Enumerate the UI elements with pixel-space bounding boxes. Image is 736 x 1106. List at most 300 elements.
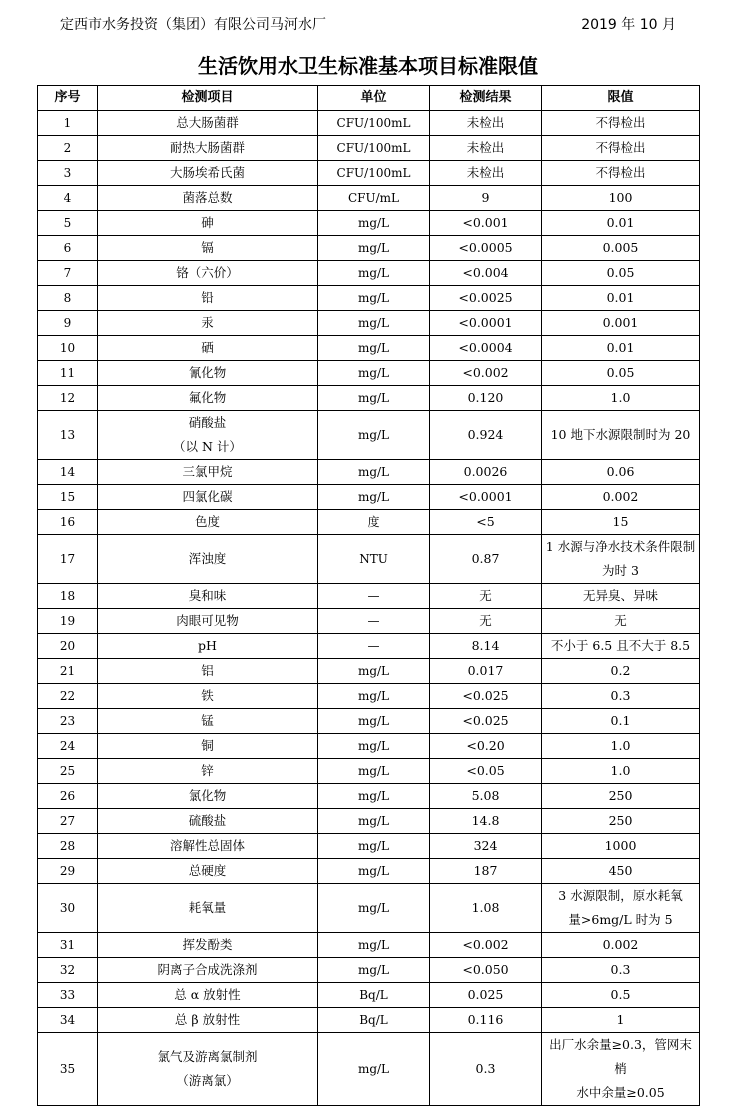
cell-unit-text: mg/L: [357, 316, 390, 330]
cell-limit: [542, 884, 700, 933]
cell-item-text: 耐热大肠菌群: [169, 140, 245, 155]
cell-result-text: <0.004: [462, 265, 509, 280]
cell-no-text: 14: [59, 465, 76, 479]
cell-no: [38, 809, 98, 834]
cell-item: [98, 236, 318, 261]
cell-limit: [542, 684, 700, 709]
cell-no: [38, 261, 98, 286]
cell-unit-text: —: [367, 614, 380, 628]
cell-limit-text: 0.05: [606, 365, 635, 380]
cell-limit-text: 0.01: [606, 340, 635, 355]
cell-limit-text: 0.002: [602, 489, 639, 504]
cell-limit-text: 0.5: [610, 987, 631, 1002]
cell-unit: [318, 361, 430, 386]
table-row: [38, 236, 700, 261]
cell-limit-text: 不得检出: [595, 115, 646, 130]
cell-result: [430, 859, 542, 884]
cell-limit-text: 0.002: [602, 937, 639, 952]
cell-unit: [318, 211, 430, 236]
cell-limit-text: 250: [608, 813, 633, 828]
table-row: [38, 933, 700, 958]
cell-result: [430, 734, 542, 759]
cell-limit-text: 250: [608, 788, 633, 803]
cell-result: [430, 211, 542, 236]
cell-unit: [318, 161, 430, 186]
cell-item: [98, 211, 318, 236]
cell-limit: [542, 261, 700, 286]
cell-result: [430, 361, 542, 386]
cell-unit-text: mg/L: [357, 789, 390, 803]
cell-result-text: <0.025: [462, 713, 509, 728]
cell-result-text: 324: [473, 838, 498, 853]
cell-unit: [318, 111, 430, 136]
cell-limit: [542, 411, 700, 460]
cell-item-text: 汞: [201, 315, 214, 330]
cell-unit: [318, 411, 430, 460]
cell-result: [430, 634, 542, 659]
cell-no: [38, 535, 98, 584]
col-header-limit: 限值: [542, 86, 700, 111]
cell-limit-text: 0.1: [610, 713, 631, 728]
cell-unit: [318, 236, 430, 261]
cell-limit: [542, 709, 700, 734]
cell-limit: [542, 361, 700, 386]
table-row: [38, 809, 700, 834]
cell-no: [38, 709, 98, 734]
cell-result: [430, 286, 542, 311]
cell-unit: [318, 336, 430, 361]
cell-result: [430, 111, 542, 136]
cell-result: [430, 261, 542, 286]
cell-result-text: 0.017: [467, 663, 504, 678]
cell-item-text: 总 β 放射性: [174, 1012, 241, 1027]
cell-unit-text: mg/L: [357, 266, 390, 280]
cell-limit-text: 1.0: [610, 390, 631, 405]
cell-limit: [542, 211, 700, 236]
table-body: [38, 111, 700, 1106]
standards-table: [37, 85, 700, 1106]
cell-result: [430, 784, 542, 809]
cell-limit: [542, 834, 700, 859]
cell-item-text: 臭和味: [188, 588, 227, 603]
cell-result: [430, 609, 542, 634]
table-row: [38, 1033, 700, 1106]
cell-no-text: 18: [59, 589, 76, 603]
cell-limit: [542, 958, 700, 983]
cell-no-text: 15: [59, 490, 76, 504]
table-row: [38, 859, 700, 884]
cell-limit: [542, 609, 700, 634]
table-row: [38, 734, 700, 759]
cell-no: [38, 336, 98, 361]
cell-item-text: 挥发酚类: [182, 937, 233, 952]
cell-item: [98, 933, 318, 958]
cell-limit-text: 1: [616, 1012, 625, 1027]
cell-no: [38, 684, 98, 709]
cell-result: [430, 983, 542, 1008]
cell-no: [38, 659, 98, 684]
cell-item: [98, 111, 318, 136]
cell-unit: [318, 1033, 430, 1106]
cell-item: [98, 983, 318, 1008]
cell-no-text: 27: [59, 814, 76, 828]
cell-item-text: 氟化物: [188, 390, 227, 405]
cell-result: [430, 884, 542, 933]
cell-no-text: 3: [63, 166, 72, 180]
cell-limit-text: 15: [612, 514, 629, 529]
cell-item: [98, 261, 318, 286]
table-row: [38, 510, 700, 535]
table-row: [38, 609, 700, 634]
col-header-result: 检测结果: [430, 86, 542, 111]
cell-no-text: 21: [59, 664, 76, 678]
table-row: [38, 584, 700, 609]
cell-unit: [318, 584, 430, 609]
cell-unit: [318, 386, 430, 411]
cell-result-text: 无: [479, 588, 492, 603]
table-row: [38, 136, 700, 161]
table-row: [38, 634, 700, 659]
table-row: [38, 261, 700, 286]
cell-result-text: 0.3: [475, 1061, 496, 1076]
cell-limit: [542, 584, 700, 609]
cell-result-text: <0.001: [462, 215, 509, 230]
cell-item-text: 菌落总数: [182, 190, 233, 205]
cell-limit: [542, 286, 700, 311]
cell-unit-text: mg/L: [357, 901, 390, 915]
cell-unit-text: Bq/L: [359, 1013, 388, 1027]
cell-no-text: 23: [59, 714, 76, 728]
cell-limit: [542, 336, 700, 361]
cell-result-text: 187: [473, 863, 498, 878]
cell-no: [38, 1008, 98, 1033]
cell-result-text: 0.0026: [463, 464, 508, 479]
cell-no: [38, 759, 98, 784]
col-header-no: 序号: [38, 86, 98, 111]
cell-no-text: 34: [59, 1013, 76, 1027]
cell-unit: [318, 460, 430, 485]
cell-result-text: <0.002: [462, 937, 509, 952]
cell-limit: [542, 311, 700, 336]
cell-result: [430, 809, 542, 834]
cell-unit: [318, 510, 430, 535]
cell-limit: [542, 933, 700, 958]
cell-unit: [318, 809, 430, 834]
cell-limit: [542, 161, 700, 186]
cell-item: [98, 609, 318, 634]
cell-no-text: 13: [59, 428, 76, 442]
cell-limit: [542, 510, 700, 535]
cell-no-text: 19: [59, 614, 76, 628]
cell-unit-text: CFU/100mL: [336, 116, 411, 130]
cell-result-text: <0.0001: [458, 315, 513, 330]
cell-limit-text: 0.01: [606, 290, 635, 305]
cell-unit-text: mg/L: [357, 291, 390, 305]
cell-item-text: 铁: [201, 688, 214, 703]
cell-no: [38, 411, 98, 460]
cell-no-text: 2: [63, 141, 72, 155]
cell-unit-text: mg/L: [357, 428, 390, 442]
table-row: [38, 361, 700, 386]
cell-no: [38, 211, 98, 236]
cell-limit-text: 100: [608, 190, 633, 205]
cell-item: [98, 809, 318, 834]
table-row: [38, 983, 700, 1008]
cell-no-text: 8: [63, 291, 72, 305]
cell-no-text: 22: [59, 689, 76, 703]
cell-item-text: 氯气及游离氯制剂: [157, 1049, 258, 1064]
cell-item-text: 铬（六价）: [176, 265, 239, 280]
cell-no-text: 5: [63, 216, 72, 230]
cell-limit: [542, 759, 700, 784]
cell-no-text: 31: [59, 938, 76, 952]
cell-no-text: 35: [59, 1062, 76, 1076]
cell-limit-text: 不小于 6.5 且不大于 8.5: [550, 638, 691, 653]
cell-item-text: 锌: [201, 763, 214, 778]
cell-item-text: 四氯化碳: [182, 489, 233, 504]
cell-no: [38, 286, 98, 311]
cell-item-text: 硒: [201, 340, 214, 355]
cell-no-text: 32: [59, 963, 76, 977]
cell-item: [98, 759, 318, 784]
cell-limit-text: 10 地下水源限制时为 20: [550, 427, 691, 442]
cell-limit: [542, 809, 700, 834]
cell-result: [430, 236, 542, 261]
table-row: [38, 311, 700, 336]
cell-unit: [318, 884, 430, 933]
table-row: [38, 386, 700, 411]
cell-unit-text: mg/L: [357, 938, 390, 952]
cell-result: [430, 460, 542, 485]
cell-unit-text: Bq/L: [359, 988, 388, 1002]
cell-result-text: 未检出: [466, 165, 505, 180]
cell-item: [98, 884, 318, 933]
cell-limit: [542, 784, 700, 809]
cell-unit: [318, 933, 430, 958]
cell-result: [430, 535, 542, 584]
table-row: [38, 161, 700, 186]
cell-result-text: 1.08: [471, 900, 500, 915]
cell-unit-text: NTU: [359, 552, 388, 566]
cell-no-text: 11: [59, 366, 76, 380]
cell-result: [430, 161, 542, 186]
cell-item: [98, 958, 318, 983]
cell-item: [98, 1033, 318, 1106]
col-header-item: 检测项目: [98, 86, 318, 111]
cell-unit-text: mg/L: [357, 764, 390, 778]
cell-no: [38, 784, 98, 809]
cell-limit-text: 0.001: [602, 315, 639, 330]
cell-unit: [318, 311, 430, 336]
cell-result: [430, 336, 542, 361]
cell-item-text-line2: （以 N 计）: [173, 439, 242, 454]
cell-no: [38, 361, 98, 386]
cell-item: [98, 186, 318, 211]
cell-unit-text: —: [367, 589, 380, 603]
cell-item-text: 氯化物: [188, 788, 227, 803]
cell-item-text: 铅: [201, 290, 214, 305]
cell-limit: [542, 1008, 700, 1033]
cell-no-text: 10: [59, 341, 76, 355]
cell-item: [98, 161, 318, 186]
cell-unit: [318, 958, 430, 983]
cell-limit-text: 1000: [604, 838, 637, 853]
cell-limit-text: 1.0: [610, 763, 631, 778]
cell-unit: [318, 136, 430, 161]
cell-limit-text: 0.06: [606, 464, 635, 479]
cell-unit-text: —: [367, 639, 380, 653]
cell-no-text: 29: [59, 864, 76, 878]
cell-item: [98, 684, 318, 709]
table-row: [38, 211, 700, 236]
cell-unit: [318, 1008, 430, 1033]
cell-no: [38, 111, 98, 136]
cell-item-text: 砷: [201, 215, 214, 230]
cell-no-text: 25: [59, 764, 76, 778]
cell-no: [38, 958, 98, 983]
cell-result: [430, 958, 542, 983]
cell-limit-text: 出厂水余量≥0.3，管网末梢: [549, 1037, 692, 1076]
cell-item-text: 铜: [201, 738, 214, 753]
cell-unit: [318, 485, 430, 510]
cell-item: [98, 361, 318, 386]
table-row: [38, 684, 700, 709]
table-row: [38, 659, 700, 684]
cell-no: [38, 884, 98, 933]
cell-result-text: <0.025: [462, 688, 509, 703]
cell-limit-text: 无: [614, 613, 627, 628]
cell-result-text: 0.924: [467, 427, 504, 442]
cell-unit-text: CFU/100mL: [336, 141, 411, 155]
cell-unit: [318, 784, 430, 809]
cell-unit-text: mg/L: [357, 839, 390, 853]
cell-result: [430, 136, 542, 161]
cell-item-text: 硝酸盐: [188, 415, 227, 430]
cell-no-text: 6: [63, 241, 72, 255]
cell-result: [430, 186, 542, 211]
cell-limit: [542, 460, 700, 485]
table-row: [38, 460, 700, 485]
cell-item: [98, 834, 318, 859]
cell-item: [98, 535, 318, 584]
cell-limit: [542, 386, 700, 411]
cell-item: [98, 784, 318, 809]
cell-item: [98, 1008, 318, 1033]
cell-item-text: 锰: [201, 713, 214, 728]
cell-item-text: 三氯甲烷: [182, 464, 233, 479]
cell-limit-text-line2: 为时 3: [602, 563, 639, 578]
cell-item: [98, 411, 318, 460]
table-header-row: [38, 86, 700, 111]
cell-limit: [542, 734, 700, 759]
cell-result: [430, 386, 542, 411]
table-row: [38, 884, 700, 933]
cell-result: [430, 510, 542, 535]
table-row: [38, 485, 700, 510]
cell-no: [38, 933, 98, 958]
cell-unit-text: mg/L: [357, 241, 390, 255]
cell-result: [430, 584, 542, 609]
cell-result: [430, 1033, 542, 1106]
cell-no-text: 1: [63, 116, 72, 130]
cell-item: [98, 485, 318, 510]
cell-unit-text: mg/L: [357, 714, 390, 728]
cell-limit-text: 1.0: [610, 738, 631, 753]
table-row: [38, 759, 700, 784]
cell-no: [38, 609, 98, 634]
cell-item: [98, 311, 318, 336]
table-row: [38, 186, 700, 211]
cell-limit-text: 450: [608, 863, 633, 878]
cell-item-text: pH: [198, 638, 217, 653]
cell-item: [98, 584, 318, 609]
cell-unit: [318, 634, 430, 659]
cell-item: [98, 659, 318, 684]
cell-no: [38, 1033, 98, 1106]
cell-result: [430, 709, 542, 734]
cell-no: [38, 510, 98, 535]
cell-unit: [318, 609, 430, 634]
cell-result-text: <0.0004: [458, 340, 513, 355]
cell-result-text: <5: [476, 514, 495, 529]
cell-unit-text: mg/L: [357, 664, 390, 678]
cell-item-text: 肉眼可见物: [176, 613, 239, 628]
cell-unit-text: mg/L: [357, 465, 390, 479]
cell-item: [98, 859, 318, 884]
cell-result-text: 0.87: [471, 551, 500, 566]
cell-limit-text: 3 水源限制，原水耗氧: [558, 888, 683, 903]
cell-unit-text: mg/L: [357, 864, 390, 878]
cell-item-text: 硫酸盐: [188, 813, 227, 828]
cell-unit: [318, 859, 430, 884]
table-row: [38, 958, 700, 983]
cell-limit: [542, 485, 700, 510]
cell-unit-text: mg/L: [357, 739, 390, 753]
cell-limit: [542, 236, 700, 261]
cell-limit-text: 不得检出: [595, 165, 646, 180]
cell-unit: [318, 834, 430, 859]
cell-unit-text: mg/L: [357, 814, 390, 828]
cell-result-text: <0.0005: [458, 240, 513, 255]
cell-result-text: 未检出: [466, 140, 505, 155]
cell-no: [38, 834, 98, 859]
cell-item-text: 大肠埃希氏菌: [169, 165, 245, 180]
cell-item: [98, 286, 318, 311]
cell-unit: [318, 684, 430, 709]
cell-item-text: 溶解性总固体: [169, 838, 245, 853]
cell-limit-text: 无异臭、异味: [582, 588, 658, 603]
cell-unit: [318, 734, 430, 759]
cell-no-text: 17: [59, 552, 76, 566]
cell-result-text: 5.08: [471, 788, 500, 803]
cell-no: [38, 136, 98, 161]
cell-item: [98, 734, 318, 759]
cell-result-text: <0.002: [462, 365, 509, 380]
cell-limit: [542, 859, 700, 884]
cell-item: [98, 709, 318, 734]
table-row: [38, 1008, 700, 1033]
cell-result-text: 14.8: [471, 813, 500, 828]
cell-result-text: 9: [481, 190, 490, 205]
cell-limit: [542, 1033, 700, 1106]
table-row: [38, 111, 700, 136]
cell-no: [38, 236, 98, 261]
table-row: [38, 286, 700, 311]
col-header-unit: 单位: [318, 86, 430, 111]
cell-no: [38, 460, 98, 485]
cell-item-text: 铝: [201, 663, 214, 678]
cell-result: [430, 311, 542, 336]
